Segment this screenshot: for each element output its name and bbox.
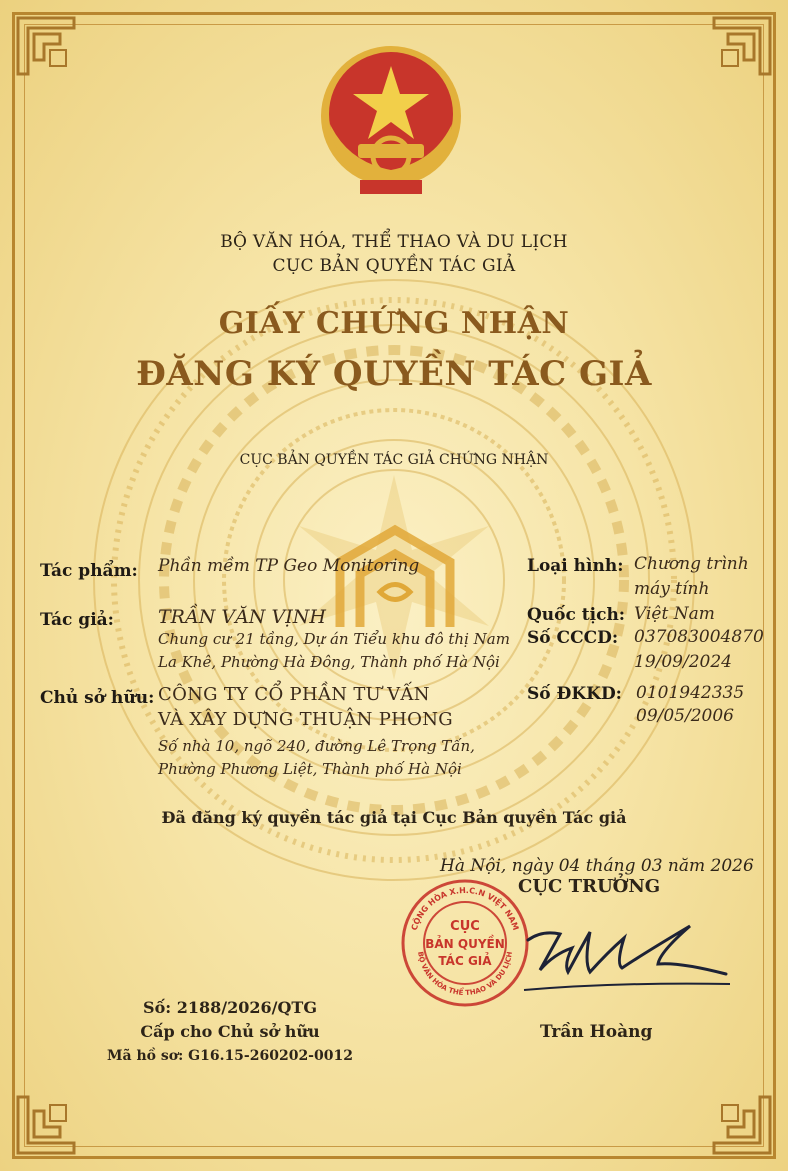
seal-center-line1: CỤC — [450, 919, 480, 934]
work-value: Phần mềm TP Geo Monitoring — [158, 556, 420, 576]
issued-to: Cấp cho Chủ sở hữu — [140, 1022, 320, 1041]
ministry-name: BỘ VĂN HÓA, THỂ THAO VÀ DU LỊCH — [220, 232, 568, 252]
author-address-line1: Chung cư 21 tầng, Dự án Tiểu khu đô thị Nam — [158, 630, 510, 648]
case-number: Mã hồ sơ: G16.15-260202-0012 — [107, 1048, 353, 1064]
corner-ornament-top-right — [694, 14, 774, 94]
seal-center-line2: BẢN QUYỀN — [425, 937, 505, 951]
nationality-label: Quốc tịch: — [527, 605, 626, 625]
certificate-title: GIẤY CHỨNG NHẬN — [218, 306, 570, 341]
director-title: CỤC TRƯỞNG — [518, 876, 661, 897]
seal-ring-top: CỘNG HÒA X.H.C.N VIỆT NAM — [409, 885, 521, 932]
owner-label: Chủ sở hữu: — [40, 688, 155, 708]
certificate-number: Số: 2188/2026/QTG — [143, 998, 317, 1017]
business-reg-label: Số ĐKKD: — [527, 684, 622, 704]
owner-address-line1: Số nhà 10, ngõ 240, đường Lê Trọng Tấn, — [158, 737, 475, 755]
owner-name-line2: VÀ XÂY DỰNG THUẬN PHONG — [158, 709, 453, 730]
business-reg-number: 0101942335 — [636, 683, 745, 703]
owner-name-line1: CÔNG TY CỔ PHẦN TƯ VẤN — [158, 684, 430, 705]
certifies-line: CỤC BẢN QUYỀN TÁC GIẢ CHỨNG NHẬN — [239, 452, 549, 468]
department-name: CỤC BẢN QUYỀN TÁC GIẢ — [272, 256, 516, 276]
corner-ornament-bottom-right — [694, 1077, 774, 1157]
id-card-number: 037083004870 — [634, 627, 764, 647]
certificate-subtitle: ĐĂNG KÝ QUYỀN TÁC GIẢ — [136, 354, 652, 394]
signer-name: Trần Hoàng — [540, 1022, 653, 1042]
type-value-line2: máy tính — [634, 579, 710, 599]
type-value-line1: Chương trình — [634, 554, 749, 574]
certificate-reference — [100, 996, 360, 1068]
seal-center-line3: TÁC GIẢ — [438, 954, 492, 968]
business-reg-date: 09/05/2006 — [636, 706, 734, 726]
seal-ring-bottom: BỘ VĂN HÓA THỂ THAO VÀ DU LỊCH — [416, 951, 514, 998]
id-card-date: 19/09/2024 — [634, 652, 732, 672]
id-card-label: Số CCCD: — [527, 628, 619, 648]
type-label: Loại hình: — [527, 556, 624, 576]
author-label: Tác giả: — [40, 610, 114, 630]
nationality-value: Việt Nam — [634, 604, 715, 624]
company-logo-icon — [330, 522, 460, 632]
registered-statement: Đã đăng ký quyền tác giả tại Cục Bản quyền Tác giả — [161, 808, 627, 827]
national-emblem-icon — [316, 44, 466, 196]
director-signature — [520, 912, 740, 1002]
author-name: TRẦN VĂN VỊNH — [158, 606, 326, 628]
author-address-line2: La Khê, Phường Hà Đông, Thành phố Hà Nội — [158, 653, 500, 671]
work-label: Tác phẩm: — [40, 561, 138, 581]
owner-address-line2: Phường Phương Liệt, Thành phố Hà Nội — [158, 760, 462, 778]
corner-ornament-top-left — [14, 14, 94, 94]
corner-ornament-bottom-left — [14, 1077, 94, 1157]
issue-date: Hà Nội, ngày 04 tháng 03 năm 2026 — [440, 856, 754, 876]
official-seal-icon — [400, 878, 530, 1008]
